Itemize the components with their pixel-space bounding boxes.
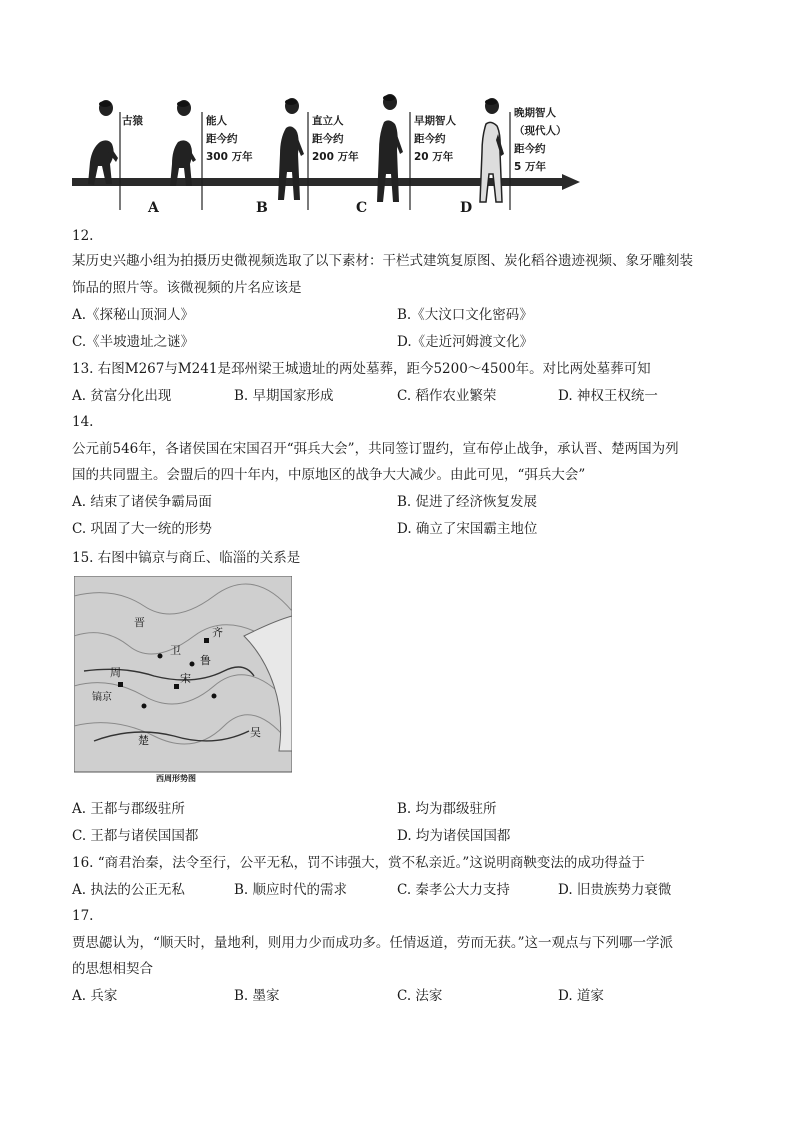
map-label-zhou: 周 xyxy=(110,666,121,679)
q15-option-c[interactable]: C. 王都与诸侯国国都 xyxy=(72,828,199,844)
map-label-chu: 楚 xyxy=(138,734,149,747)
map-caption: 西周形势图 xyxy=(156,774,196,783)
q12-option-c[interactable]: C.《半坡遗址之谜》 xyxy=(72,334,195,350)
q15-option-b[interactable]: B. 均为郡级驻所 xyxy=(397,801,497,817)
q17-number: 17. xyxy=(72,908,94,924)
q14-option-c[interactable]: C. 巩固了大一统的形势 xyxy=(72,521,212,537)
q12-option-b[interactable]: B.《大汶口文化密码》 xyxy=(397,307,533,323)
q14-stem-line2: 国的共同盟主。会盟后的四十年内，中原地区的战争大大减少。由此可见，“弭兵大会” xyxy=(72,467,586,483)
western-zhou-map xyxy=(74,576,292,790)
stage-label-ape: 古猿 xyxy=(122,115,143,127)
q16-option-a[interactable]: A. 执法的公正无私 xyxy=(72,882,185,898)
map-label-wu: 吴 xyxy=(250,726,261,739)
q16-stem: 16. “商君治秦，法令至行，公平无私，罚不讳强大，赏不私亲近。”这说明商鞅变法的成功得益于 xyxy=(72,855,645,871)
q12-option-a[interactable]: A.《探秘山顶洞人》 xyxy=(72,307,195,323)
q13-option-a[interactable]: A. 贫富分化出现 xyxy=(72,388,172,404)
q12-stem-line1: 某历史兴趣小组为拍摄历史微视频选取了以下素材：干栏式建筑复原图、炭化稻谷遗迹视频、象牙雕刻装 xyxy=(72,253,693,269)
q13-stem: 13. 右图M267与M241是邳州梁王城遗址的两处墓葬，距今5200～4500年。对比两处墓葬可知 xyxy=(72,361,651,377)
map-illustration xyxy=(74,576,292,790)
q14-option-d[interactable]: D. 确立了宋国霸主地位 xyxy=(397,521,538,537)
q13-option-c[interactable]: C. 稻作农业繁荣 xyxy=(397,388,497,404)
map-label-jin: 晋 xyxy=(134,616,145,629)
q17-option-b[interactable]: B. 墨家 xyxy=(234,988,280,1004)
q12-stem-line2: 饰品的照片等。该微视频的片名应该是 xyxy=(72,280,302,296)
q14-option-b[interactable]: B. 促进了经济恢复发展 xyxy=(397,494,538,510)
map-label-haojing: 镐京 xyxy=(92,692,112,703)
habilis-figure xyxy=(170,100,196,186)
stage-label-erectus: 直立人 距今约 200 万年 xyxy=(312,115,359,163)
q15-option-a[interactable]: A. 王都与郡级驻所 xyxy=(72,801,185,817)
q16-option-b[interactable]: B. 顺应时代的需求 xyxy=(234,882,348,898)
segment-label-c: C xyxy=(356,200,368,216)
q16-option-c[interactable]: C. 秦孝公大力支持 xyxy=(397,882,510,898)
map-label-song: 宋 xyxy=(180,672,191,685)
stage-label-habilis: 能人 距今约 300 万年 xyxy=(206,115,253,163)
segment-label-b: B xyxy=(256,200,268,216)
q17-option-c[interactable]: C. 法家 xyxy=(397,988,443,1004)
map-label-qi: 齐 xyxy=(212,626,223,639)
song-marker xyxy=(174,684,179,689)
timeline-arrowhead xyxy=(562,174,580,190)
segment-label-d: D xyxy=(460,200,473,216)
map-label-lu: 鲁 xyxy=(200,654,211,667)
q12-number: 12. xyxy=(72,228,94,244)
q17-stem-line1: 贾思勰认为，“顺天时，量地利，则用力少而成功多。任情返道，劳而无获。”这一观点与下列哪一学派 xyxy=(72,935,674,951)
q17-stem-line2: 的思想相契合 xyxy=(72,961,153,977)
human-evolution-figure xyxy=(72,92,584,222)
timeline-bar xyxy=(72,178,564,186)
q12-option-d[interactable]: D.《走近河姆渡文化》 xyxy=(397,334,534,350)
ape-figure xyxy=(88,100,118,185)
segment-label-a: A xyxy=(148,200,159,216)
stage-label-late-sapiens: 晚期智人 （现代人） 距今约 5 万年 xyxy=(514,107,567,173)
q14-stem-line1: 公元前546年，各诸侯国在宋国召开“弭兵大会”，共同签订盟约，宣布停止战争，承认晋、楚两国为列 xyxy=(72,441,679,457)
q17-option-a[interactable]: A. 兵家 xyxy=(72,988,118,1004)
q14-number: 14. xyxy=(72,414,94,430)
map-label-wei: 卫 xyxy=(170,644,181,657)
haojing-marker xyxy=(118,682,123,687)
q17-option-d[interactable]: D. 道家 xyxy=(558,988,604,1004)
q15-stem: 15. 右图中镐京与商丘、临淄的关系是 xyxy=(72,550,301,566)
late-sapiens-figure xyxy=(480,98,504,202)
qi-marker xyxy=(204,638,209,643)
q13-option-d[interactable]: D. 神权王权统一 xyxy=(558,388,658,404)
q15-option-d[interactable]: D. 均为诸侯国国都 xyxy=(397,828,511,844)
q13-option-b[interactable]: B. 早期国家形成 xyxy=(234,388,334,404)
stage-label-early-sapiens: 早期智人 距今约 20 万年 xyxy=(414,115,456,163)
q14-option-a[interactable]: A. 结束了诸侯争霸局面 xyxy=(72,494,212,510)
q16-option-d[interactable]: D. 旧贵族势力衰微 xyxy=(558,882,672,898)
